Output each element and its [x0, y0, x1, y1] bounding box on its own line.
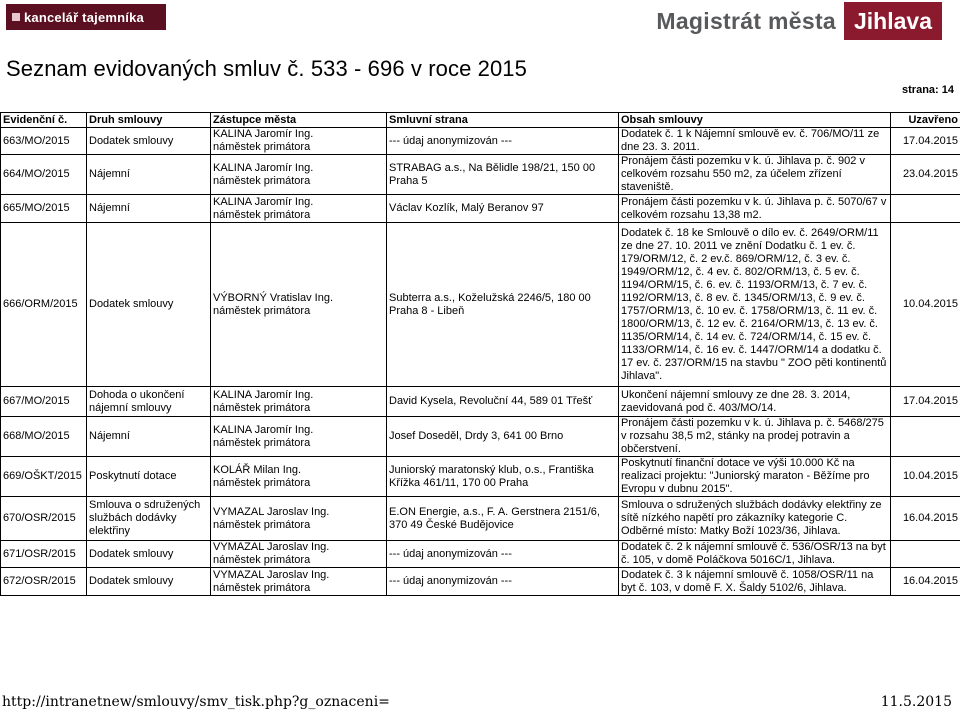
- rep-name: VYMAZAL Jaroslav Ing.: [213, 505, 330, 518]
- table-row: [1, 568, 960, 596]
- logo-left-text: kancelář tajemníka: [24, 9, 144, 25]
- rep-role: náměstek primátora: [213, 304, 311, 317]
- cell-rep: [211, 417, 387, 457]
- cell-date: 10.04.2015: [891, 223, 960, 387]
- contracts-table: [0, 112, 960, 596]
- table-row: [1, 541, 960, 568]
- cell-number: 671/OSR/2015: [1, 541, 87, 568]
- header-date: Uzavřeno: [891, 113, 960, 128]
- rep-name: KALINA Jaromír Ing.: [213, 128, 314, 140]
- cell-rep: [211, 497, 387, 541]
- logo-mark-icon: [12, 13, 20, 21]
- rep-role: náměstek primátora: [213, 174, 311, 187]
- cell-party: Juniorský maratonský klub, o.s., Františka Křížka 461/11, 170 00 Praha: [387, 457, 619, 497]
- cell-type: Dohoda o ukončení nájemní smlouvy: [87, 387, 211, 417]
- table-row: [1, 387, 960, 417]
- table-body: [1, 128, 960, 596]
- rep-role: náměstek primátora: [213, 554, 311, 566]
- cell-party: --- údaj anonymizován ---: [387, 541, 619, 568]
- table-row: [1, 223, 960, 387]
- cell-date: [891, 195, 960, 223]
- page-title: Seznam evidovaných smluv č. 533 - 696 v roce 2015: [6, 56, 527, 81]
- footer-url: http://intranetnew/smlouvy/smv_tisk.php?g_oznaceni=: [2, 694, 390, 710]
- cell-rep: [211, 223, 387, 387]
- cell-content: Pronájem části pozemku v k. ú. Jihlava p. č. 902 v celkovém rozsahu 550 m2, za účelem zřízení staveniště.: [619, 155, 891, 195]
- table-row: [1, 128, 960, 155]
- rep-name: KALINA Jaromír Ing.: [213, 423, 314, 436]
- cell-number: 664/MO/2015: [1, 155, 87, 195]
- cell-number: 666/ORM/2015: [1, 223, 87, 387]
- cell-number: 667/MO/2015: [1, 387, 87, 417]
- rep-role: náměstek primátora: [213, 518, 311, 531]
- logo-right-city: Jihlava: [844, 2, 942, 40]
- cell-party: Subterra a.s., Koželužská 2246/5, 180 00 Praha 8 - Libeň: [387, 223, 619, 387]
- logo-right-main: Magistrát města: [656, 7, 836, 34]
- header-party: Smluvní strana: [387, 113, 619, 128]
- cell-party: David Kysela, Revoluční 44, 589 01 Třešť: [387, 387, 619, 417]
- cell-number: 670/OSR/2015: [1, 497, 87, 541]
- cell-number: 665/MO/2015: [1, 195, 87, 223]
- cell-type: Dodatek smlouvy: [87, 128, 211, 155]
- rep-role: náměstek primátora: [213, 401, 311, 414]
- cell-date: 16.04.2015: [891, 568, 960, 596]
- rep-role: náměstek primátora: [213, 436, 311, 449]
- cell-content: Pronájem části pozemku v k. ú. Jihlava p. č. 5070/67 v celkovém rozsahu 13,38 m2.: [619, 195, 891, 223]
- header-content: Obsah smlouvy: [619, 113, 891, 128]
- rep-role: náměstek primátora: [213, 476, 311, 489]
- rep-name: KOLÁŘ Milan Ing.: [213, 463, 302, 476]
- logo-magistrat-jihlava: [656, 2, 942, 40]
- cell-date: [891, 417, 960, 457]
- rep-name: VÝBORNÝ Vratislav Ing.: [213, 291, 334, 304]
- header-type: Druh smlouvy: [87, 113, 211, 128]
- cell-type: Dodatek smlouvy: [87, 568, 211, 596]
- cell-type: Smlouva o sdružených službách dodávky elektřiny: [87, 497, 211, 541]
- cell-number: 672/OSR/2015: [1, 568, 87, 596]
- cell-rep: [211, 387, 387, 417]
- rep-name: VYMAZAL Jaroslav Ing.: [213, 541, 330, 553]
- cell-date: 17.04.2015: [891, 387, 960, 417]
- cell-type: Poskytnutí dotace: [87, 457, 211, 497]
- cell-party: STRABAG a.s., Na Bělidle 198/21, 150 00 Praha 5: [387, 155, 619, 195]
- cell-party: --- údaj anonymizován ---: [387, 568, 619, 596]
- cell-rep: [211, 155, 387, 195]
- cell-type: Dodatek smlouvy: [87, 541, 211, 568]
- table-header-row: [1, 113, 960, 128]
- table-row: [1, 417, 960, 457]
- cell-date: 23.04.2015: [891, 155, 960, 195]
- rep-name: VYMAZAL Jaroslav Ing.: [213, 568, 330, 581]
- cell-type: Nájemní: [87, 155, 211, 195]
- cell-content: Smlouva o sdružených službách dodávky elektřiny ze sítě nízkého napětí pro zákazníky kategorie C. Odběrné místo: Matky Boží 1023/36, Jihlava.: [619, 497, 891, 541]
- cell-rep: [211, 128, 387, 155]
- header-number: Evidenční č.: [1, 113, 87, 128]
- table-row: [1, 497, 960, 541]
- table-row: [1, 457, 960, 497]
- rep-role: náměstek primátora: [213, 581, 311, 594]
- rep-name: KALINA Jaromír Ing.: [213, 161, 314, 174]
- cell-rep: [211, 541, 387, 568]
- cell-number: 663/MO/2015: [1, 128, 87, 155]
- cell-number: 669/OŠKT/2015: [1, 457, 87, 497]
- cell-type: Nájemní: [87, 417, 211, 457]
- cell-content: Poskytnutí finanční dotace ve výši 10.000 Kč na realizaci projektu: "Juniorský maraton - Běžíme pro Evropu v dubnu 2015".: [619, 457, 891, 497]
- table-row: [1, 195, 960, 223]
- cell-rep: [211, 195, 387, 223]
- cell-content: Dodatek č. 3 k nájemní smlouvě č. 1058/OSR/11 na byt č. 103, v domě F. X. Šaldy 5102/6, Jihlava.: [619, 568, 891, 596]
- cell-content: Dodatek č. 1 k Nájemní smlouvě ev. č. 706/MO/11 ze dne 23. 3. 2011.: [619, 128, 891, 155]
- page-number: strana: 14: [902, 84, 954, 96]
- cell-type: Nájemní: [87, 195, 211, 223]
- cell-party: E.ON Energie, a.s., F. A. Gerstnera 2151/6, 370 49 České Budějovice: [387, 497, 619, 541]
- cell-party: --- údaj anonymizován ---: [387, 128, 619, 155]
- cell-content: Dodatek č. 2 k nájemní smlouvě č. 536/OSR/13 na byt č. 105, v domě Poláčkova 5016C/1, Jihlava.: [619, 541, 891, 568]
- cell-date: 16.04.2015: [891, 497, 960, 541]
- cell-date: 17.04.2015: [891, 128, 960, 155]
- table-row: [1, 155, 960, 195]
- logo-kancelar-tajemnika: [6, 4, 166, 30]
- rep-role: náměstek primátora: [213, 208, 311, 221]
- cell-date: [891, 541, 960, 568]
- cell-date: 10.04.2015: [891, 457, 960, 497]
- cell-type: Dodatek smlouvy: [87, 223, 211, 387]
- rep-role: náměstek primátora: [213, 141, 311, 153]
- header-rep: Zástupce města: [211, 113, 387, 128]
- rep-name: KALINA Jaromír Ing.: [213, 388, 314, 401]
- cell-rep: [211, 568, 387, 596]
- rep-name: KALINA Jaromír Ing.: [213, 195, 314, 208]
- cell-number: 668/MO/2015: [1, 417, 87, 457]
- cell-party: Václav Kozlík, Malý Beranov 97: [387, 195, 619, 223]
- cell-content: Ukončení nájemní smlouvy ze dne 28. 3. 2014, zaevidovaná pod č. 403/MO/14.: [619, 387, 891, 417]
- cell-content: Pronájem části pozemku v k. ú. Jihlava p. č. 5468/275 v rozsahu 38,5 m2, stánky na prodej potravin a občerstvení.: [619, 417, 891, 457]
- cell-rep: [211, 457, 387, 497]
- footer-date: 11.5.2015: [880, 694, 952, 710]
- cell-party: Josef Doseděl, Drdy 3, 641 00 Brno: [387, 417, 619, 457]
- cell-content: Dodatek č. 18 ke Smlouvě o dílo ev. č. 2649/ORM/11 ze dne 27. 10. 2011 ve znění Dodatku č. 1 ev. č. 179/ORM/12, č. 2 ev.č. 869/ORM/12, č. 3 ev. č. 1949/ORM/12, č. 4 ev. č. 802/ORM/13, č. 5 ev. č. 1194/ORM/15, č. 6. ev. č. 1193/ORM/13, č. 7 ev. č. 1192/ORM/13, č. 8 ev. č. 1345/ORM/13, č. 9 ev. č. 1757/ORM/13, č. 10 ev. č. 1758/ORM/13, č. 11 ev. č. 1800/ORM/13, č. 12 ev. č. 2164/ORM/13, č. 13 ev. č. 1135/ORM/14, č. 14 ev. č. 724/ORM/14, č. 15 ev. č. 1133/ORM/14, č. 16 ev. č. 1447/ORM/14 a dodatku č. 17 ev. č. 237/ORM/15 na stavbu " ZOO pěti kontinentů Jihlava".: [619, 223, 891, 387]
